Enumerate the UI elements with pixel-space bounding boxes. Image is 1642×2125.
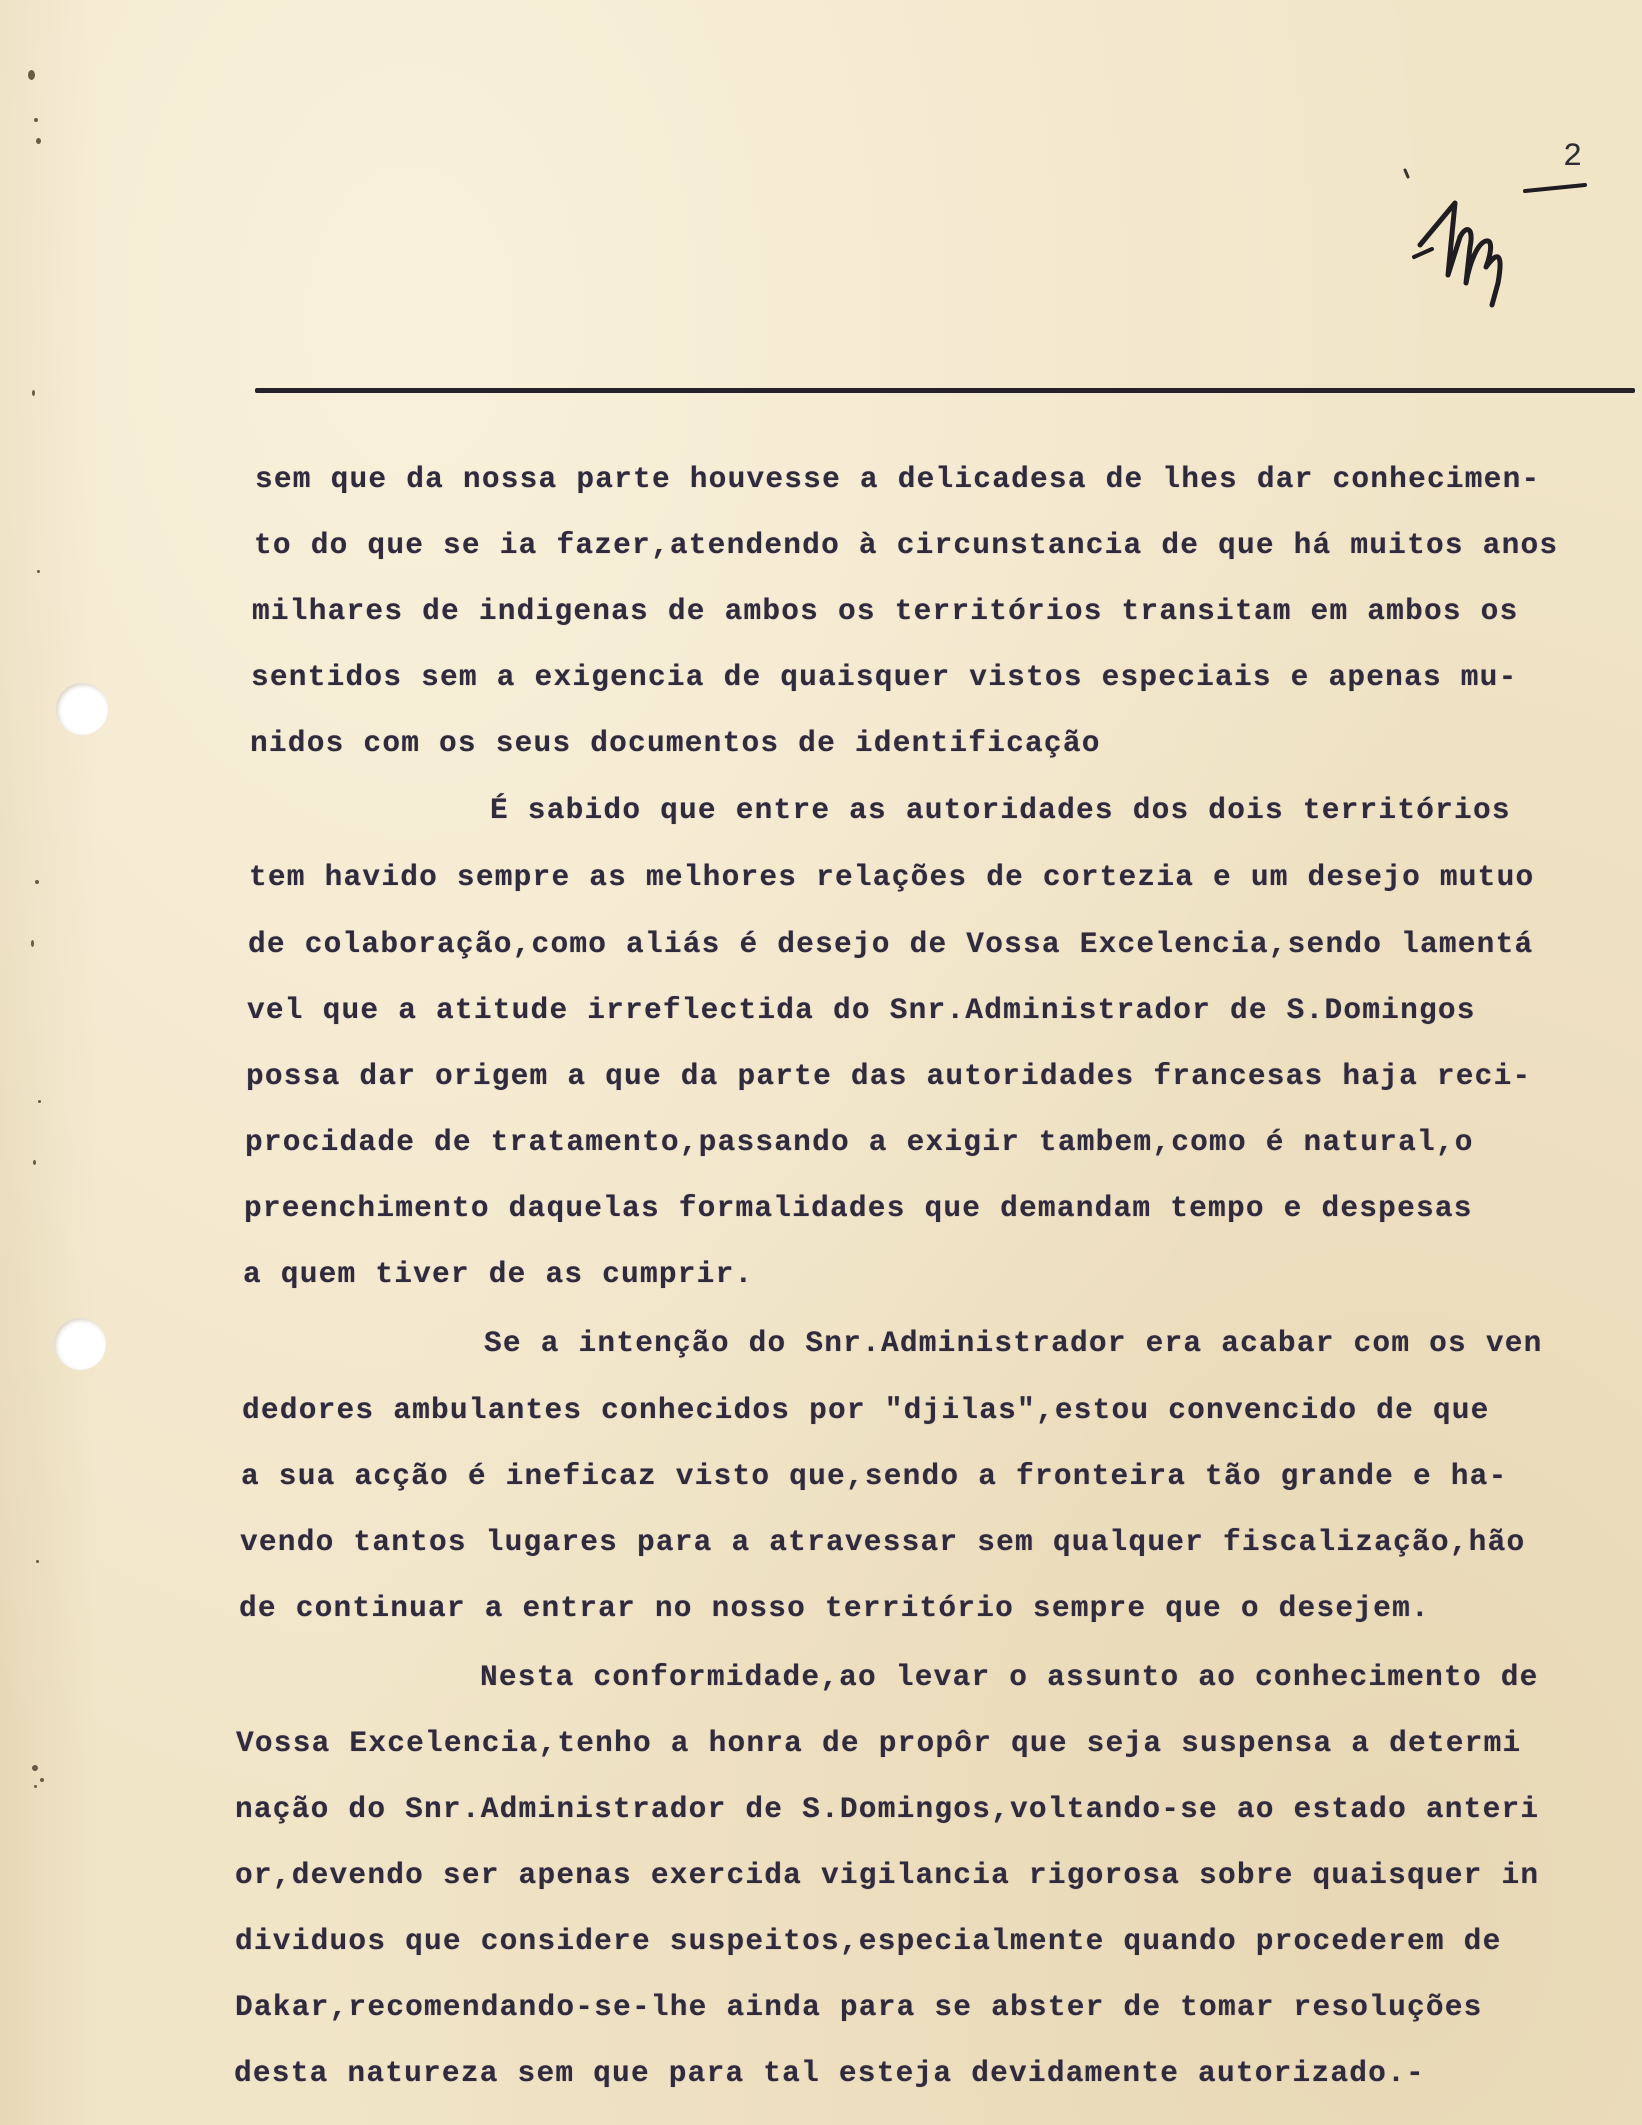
text-line: Dakar,recomendando-se-lhe ainda para se abster de tomar resoluções [235, 1990, 1483, 2024]
text-line: desta natureza sem que para tal esteja devidamente autorizado.- [234, 2056, 1425, 2090]
text-line: procidade de tratamento,passando a exigir tambem,como é natural,o [245, 1125, 1474, 1159]
punch-hole [54, 1318, 106, 1370]
text-line: dividuos que considere suspeitos,especialmente quando procederem de [235, 1924, 1502, 1958]
margin-specks [22, 60, 52, 2060]
header-rule [255, 388, 1635, 393]
text-line: de continuar a entrar no nosso território sempre que o desejem. [239, 1591, 1430, 1625]
punch-hole [56, 683, 108, 735]
text-line: milhares de indigenas de ambos os territórios transitam em ambos os [252, 594, 1519, 628]
text-line: or,devendo ser apenas exercida vigilancia rigorosa sobre quaisquer in [235, 1858, 1540, 1892]
text-line: sem que da nossa parte houvesse a delicadesa de lhes dar conhecimen- [255, 462, 1541, 496]
text-line: Nesta conformidade,ao levar o assunto ao conhecimento de [480, 1660, 1539, 1694]
text-line: possa dar origem a que da parte das autoridades francesas haja reci- [246, 1059, 1532, 1093]
text-line: nação do Snr.Administrador de S.Domingos,voltando-se ao estado anteri [235, 1792, 1540, 1826]
text-line: tem havido sempre as melhores relações de cortezia e um desejo mutuo [249, 860, 1535, 894]
text-line: preenchimento daquelas formalidades que demandam tempo e despesas [244, 1191, 1473, 1225]
text-line: nidos com os seus documentos de identificação [250, 726, 1101, 760]
text-line: É sabido que entre as autoridades dos dois territórios [490, 793, 1511, 827]
page-number: 2 [1563, 138, 1583, 175]
text-line: vel que a atitude irreflectida do Snr.Administrador de S.Domingos [247, 993, 1476, 1027]
handwritten-signature [1400, 165, 1590, 315]
text-line: sentidos sem a exigencia de quaisquer vistos especiais e apenas mu- [251, 660, 1518, 694]
text-line: Vossa Excelencia,tenho a honra de propôr que seja suspensa a determi [236, 1726, 1522, 1760]
text-line: a quem tiver de as cumprir. [243, 1257, 754, 1291]
text-line: vendo tantos lugares para a atravessar sem qualquer fiscalização,hão [240, 1525, 1526, 1559]
text-line: a sua acção é ineficaz visto que,sendo a fronteira tão grande e ha- [241, 1459, 1508, 1493]
text-line: to do que se ia fazer,atendendo à circunstancia de que há muitos anos [254, 528, 1559, 562]
text-line: dedores ambulantes conhecidos por "djilas",estou convencido de que [242, 1393, 1490, 1427]
text-line: Se a intenção do Snr.Administrador era acabar com os ven [484, 1326, 1543, 1360]
text-line: de colaboração,como aliás é desejo de Vossa Excelencia,sendo lamentá [248, 927, 1534, 961]
